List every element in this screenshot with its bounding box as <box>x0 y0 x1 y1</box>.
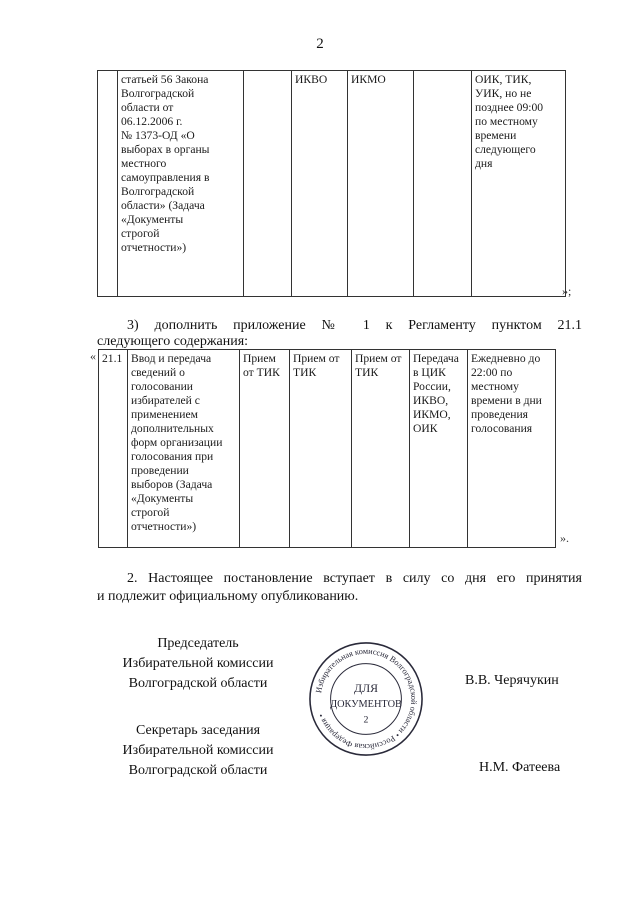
paragraph-item-3-line2: следующего содержания: <box>97 334 249 349</box>
seal-center-line1: ДЛЯ <box>354 681 378 696</box>
table-cell: Ежедневно до 22:00 по местному времени в дни проведения голосования <box>468 350 556 548</box>
signature-title-line: Волгоградской области <box>128 763 268 778</box>
table-cell: Прием от ТИК <box>240 350 290 548</box>
paragraph-item-2-line1: 2. Настоящее постановление вступает в силу со дня его принятия <box>127 571 582 586</box>
table-cell: 21.1 <box>99 350 128 548</box>
paragraph-item-3-line1: 3) дополнить приложение № 1 к Регламенту пунктом 21.1 <box>127 318 582 333</box>
table-cell <box>98 71 118 297</box>
table-cell <box>244 71 292 297</box>
seal-ring-text: Избирательная комиссия Волгоградской области • Российская Федерация • <box>314 646 419 752</box>
table-cell: ИКМО <box>348 71 414 297</box>
signature-title-line: Волгоградской области <box>128 676 268 691</box>
table-row <box>99 350 556 548</box>
table-cell: ОИК, ТИК, УИК, но не позднее 09:00 по местному времени следующего дня <box>472 71 566 297</box>
signature-title-line: Секретарь заседания <box>135 723 261 738</box>
signature-chairman-title <box>98 634 298 694</box>
table-cell: Ввод и передача сведений о голосовании избирателей с применением дополнительных форм организации голосования при проведении выборов (Задача «Документы строгой отчетности») <box>128 350 240 548</box>
signature-secretary-name: Н.М. Фатеева <box>479 760 561 775</box>
table-new-item <box>98 349 556 548</box>
paragraph-item-2-line2: и подлежит официальному опубликованию. <box>97 589 359 604</box>
signature-chairman-name: В.В. Черячукин <box>465 673 559 688</box>
table-cell <box>414 71 472 297</box>
signature-title-line: Председатель <box>157 636 239 651</box>
table-cell: Прием от ТИК <box>290 350 352 548</box>
opening-quote: « <box>90 349 96 363</box>
closing-quote: »; <box>562 284 572 298</box>
table-continuation <box>97 70 566 297</box>
table-row <box>98 71 566 297</box>
signature-secretary-title <box>98 721 298 781</box>
signature-title-line: Избирательной комиссии <box>122 656 274 671</box>
official-seal <box>307 640 425 758</box>
table-cell: Прием от ТИК <box>352 350 410 548</box>
closing-quote: ». <box>560 531 569 545</box>
table-cell: ИКВО <box>292 71 348 297</box>
table-cell: статьей 56 Закона Волгоградской области от 06.12.2006 г. № 1373-ОД «О выборах в органы местного самоуправления в Волгоградской области» (Задача «Документы строгой отчетности») <box>118 71 244 297</box>
table-cell: Передача в ЦИК России, ИКВО, ИКМО, ОИК <box>410 350 468 548</box>
page-number: 2 <box>316 36 324 52</box>
signature-title-line: Избирательной комиссии <box>122 743 274 758</box>
seal-center-line2: ДОКУМЕНТОВ <box>330 698 402 710</box>
seal-center-number: 2 <box>363 714 369 726</box>
